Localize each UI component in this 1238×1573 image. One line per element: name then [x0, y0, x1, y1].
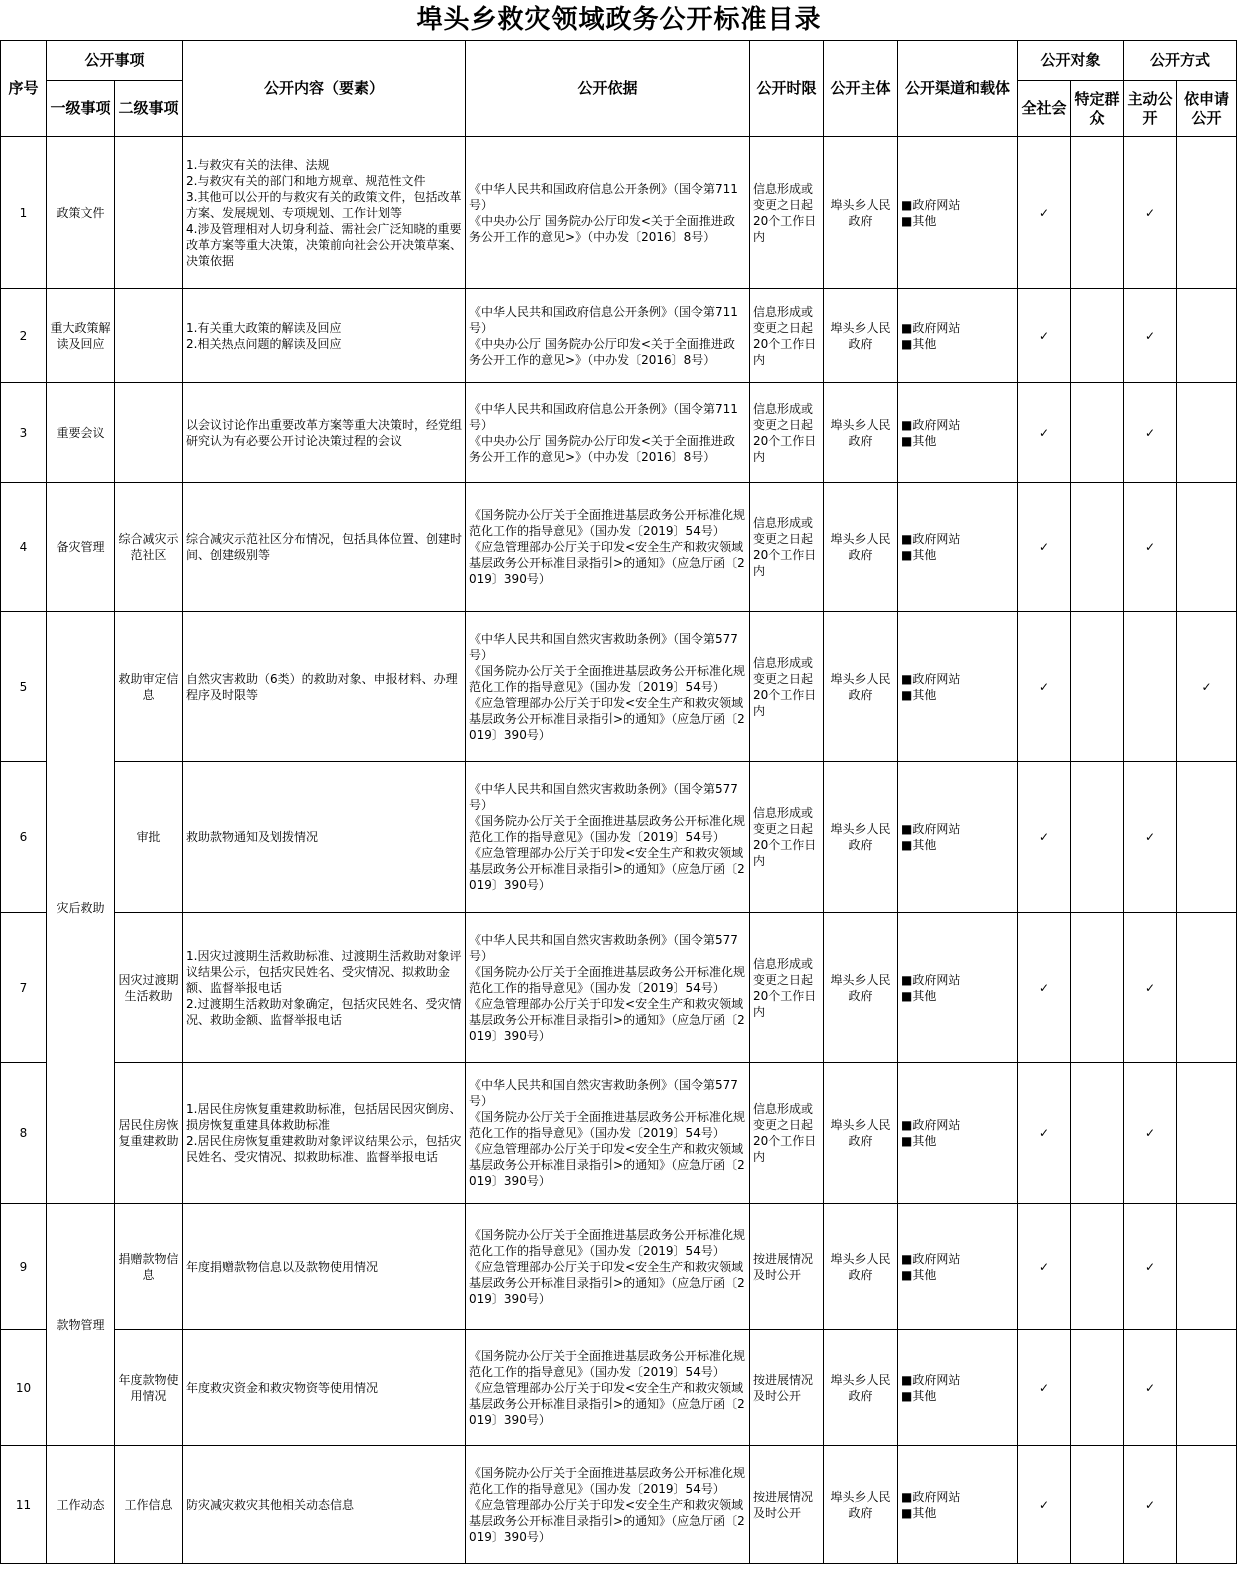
row-number: 3 — [1, 383, 47, 483]
check-specific-group — [1071, 913, 1124, 1063]
level2-item: 居民住房恢复重建救助 — [115, 1063, 183, 1204]
check-specific-group — [1071, 137, 1124, 289]
content-cell — [183, 383, 466, 483]
content-line: 1.有关重大政策的解读及回应 — [186, 320, 342, 335]
content-line: 年度救灾资金和救灾物资等使用情况 — [186, 1380, 379, 1395]
subject: 埠头乡人民政府 — [824, 612, 898, 762]
table-row — [1, 483, 1237, 612]
row-number: 4 — [1, 483, 47, 612]
content-line: 防灾减灾救灾其他相关动态信息 — [186, 1497, 355, 1512]
time-limit: 信息形成或变更之日起20个工作日内 — [750, 483, 824, 612]
basis-cell — [466, 1063, 750, 1204]
level1-item: 灾后救助 — [47, 612, 115, 1204]
level1-item: 重要会议 — [47, 383, 115, 483]
subject: 埠头乡人民政府 — [824, 913, 898, 1063]
content-line: 年度捐赠款物信息以及款物使用情况 — [186, 1259, 379, 1274]
basis-line: 《国务院办公厅关于全面推进基层政务公开标准化规范化工作的指导意见》（国办发〔2019〕54号） — [469, 663, 746, 694]
content-cell — [183, 137, 466, 289]
level2-item — [115, 137, 183, 289]
time-limit: 信息形成或变更之日起20个工作日内 — [750, 762, 824, 913]
channel-cell — [898, 612, 1018, 762]
basis-line: 《国务院办公厅关于全面推进基层政务公开标准化规范化工作的指导意见》（国办发〔2019〕54号） — [469, 1465, 746, 1496]
basis-cell — [466, 762, 750, 913]
channel-cell — [898, 137, 1018, 289]
time-limit: 信息形成或变更之日起20个工作日内 — [750, 1063, 824, 1204]
header-channel: 公开渠道和载体 — [898, 41, 1018, 137]
channel-item: ■政府网站 — [901, 417, 961, 432]
basis-line: 《应急管理部办公厅关于印发<安全生产和救灾领域基层政务公开标准目录指引>的通知》（应急厅函〔2019〕390号） — [469, 1142, 745, 1188]
check-specific-group — [1071, 289, 1124, 383]
check-all-society: ✓ — [1018, 1446, 1071, 1564]
row-number: 6 — [1, 762, 47, 913]
channel-cell — [898, 383, 1018, 483]
table-body — [1, 137, 1237, 1564]
level2-item: 综合减灾示范社区 — [115, 483, 183, 612]
content-cell — [183, 913, 466, 1063]
basis-line: 《应急管理部办公厅关于印发<安全生产和救灾领域基层政务公开标准目录指引>的通知》（应急厅函〔2019〕390号） — [469, 1497, 745, 1544]
channel-item: ■其他 — [901, 1505, 937, 1520]
basis-line: 《国务院办公厅关于全面推进基层政务公开标准化规范化工作的指导意见》（国办发〔2019〕54号） — [469, 964, 746, 995]
basis-line: 《应急管理部办公厅关于印发<安全生产和救灾领域基层政务公开标准目录指引>的通知》（应急厅函〔2019〕390号） — [469, 1380, 745, 1427]
channel-item: ■政府网站 — [901, 1489, 961, 1504]
time-limit: 按进展情况及时公开 — [750, 1330, 824, 1446]
header-apply: 依申请公开 — [1177, 81, 1237, 137]
basis-cell — [466, 383, 750, 483]
row-number: 1 — [1, 137, 47, 289]
table-row — [1, 383, 1237, 483]
channel-cell — [898, 289, 1018, 383]
basis-cell — [466, 137, 750, 289]
check-active: ✓ — [1124, 913, 1177, 1063]
subject: 埠头乡人民政府 — [824, 137, 898, 289]
channel-item: ■其他 — [901, 548, 937, 562]
table-row — [1, 612, 1237, 762]
basis-cell — [466, 913, 750, 1063]
header-content: 公开内容（要素） — [183, 41, 466, 137]
check-active — [1124, 612, 1177, 762]
basis-cell — [466, 483, 750, 612]
check-active: ✓ — [1124, 1446, 1177, 1564]
basis-line: 《国务院办公厅关于全面推进基层政务公开标准化规范化工作的指导意见》（国办发〔2019〕54号） — [469, 1227, 746, 1258]
check-apply — [1177, 1446, 1237, 1564]
check-all-society: ✓ — [1018, 913, 1071, 1063]
content-line: 4.涉及管理相对人切身利益、需社会广泛知晓的重要改革方案等重大决策，决策前向社会公开决策草案、决策依据 — [186, 221, 463, 268]
basis-line: 《国务院办公厅关于全面推进基层政务公开标准化规范化工作的指导意见》（国办发〔2019〕54号） — [469, 1348, 746, 1379]
level2-item: 工作信息 — [115, 1446, 183, 1564]
table-row — [1, 289, 1237, 383]
level2-item: 审批 — [115, 762, 183, 913]
channel-item: ■政府网站 — [901, 320, 961, 335]
content-line: 1.与救灾有关的法律、法规 — [186, 157, 330, 172]
time-limit: 信息形成或变更之日起20个工作日内 — [750, 612, 824, 762]
header-mode: 公开方式 — [1124, 41, 1237, 81]
header-basis: 公开依据 — [466, 41, 750, 137]
level2-item: 年度款物使用情况 — [115, 1330, 183, 1446]
header-all: 全社会 — [1018, 81, 1071, 137]
check-active: ✓ — [1124, 1204, 1177, 1330]
time-limit: 信息形成或变更之日起20个工作日内 — [750, 913, 824, 1063]
table-row — [1, 137, 1237, 289]
level1-item: 款物管理 — [47, 1204, 115, 1446]
content-line: 1.居民住房恢复重建救助标准，包括居民因灾倒房、损房恢复重建具体救助标准 — [186, 1102, 462, 1132]
time-limit: 信息形成或变更之日起20个工作日内 — [750, 137, 824, 289]
content-cell — [183, 483, 466, 612]
basis-cell — [466, 1446, 750, 1564]
channel-cell — [898, 913, 1018, 1063]
basis-line: 《中华人民共和国自然灾害救助条例》（国令第577号） — [469, 932, 738, 963]
subject: 埠头乡人民政府 — [824, 289, 898, 383]
basis-line: 《中华人民共和国政府信息公开条例》（国令第711号） — [469, 401, 738, 432]
content-line: 1.因灾过渡期生活救助标准、过渡期生活救助对象评议结果公示，包括灾民姓名、受灾情况、拟救助金额、监督举报电话 — [186, 948, 462, 995]
level2-item — [115, 289, 183, 383]
check-specific-group — [1071, 762, 1124, 913]
check-apply — [1177, 289, 1237, 383]
check-all-society: ✓ — [1018, 137, 1071, 289]
check-specific-group — [1071, 1204, 1124, 1330]
header-target: 公开对象 — [1018, 41, 1124, 81]
content-cell — [183, 1330, 466, 1446]
content-line: 2.与救灾有关的部门和地方规章、规范性文件 — [186, 173, 426, 188]
level2-item — [115, 383, 183, 483]
check-active: ✓ — [1124, 289, 1177, 383]
header-seq: 序号 — [1, 41, 47, 137]
table-row — [1, 1446, 1237, 1564]
channel-item: ■其他 — [901, 988, 937, 1003]
row-number: 10 — [1, 1330, 47, 1446]
basis-line: 《应急管理部办公厅关于印发<安全生产和救灾领域基层政务公开标准目录指引>的通知》（应急厅函〔2019〕390号） — [469, 695, 745, 742]
row-number: 2 — [1, 289, 47, 383]
check-specific-group — [1071, 1330, 1124, 1446]
table-row — [1, 1063, 1237, 1204]
check-all-society: ✓ — [1018, 612, 1071, 762]
time-limit: 信息形成或变更之日起20个工作日内 — [750, 383, 824, 483]
channel-item: ■政府网站 — [901, 1251, 961, 1266]
channel-item: ■其他 — [901, 1267, 937, 1282]
basis-cell — [466, 289, 750, 383]
channel-item: ■政府网站 — [901, 822, 961, 836]
row-number: 11 — [1, 1446, 47, 1564]
check-specific-group — [1071, 612, 1124, 762]
check-apply — [1177, 762, 1237, 913]
content-line: 救助款物通知及划拨情况 — [186, 830, 319, 844]
table-row — [1, 1330, 1237, 1446]
basis-line: 《中华人民共和国政府信息公开条例》（国令第711号） — [469, 181, 738, 212]
channel-item: ■政府网站 — [901, 197, 961, 212]
check-active: ✓ — [1124, 483, 1177, 612]
basis-line: 《中华人民共和国政府信息公开条例》（国令第711号） — [469, 304, 738, 335]
content-line: 3.其他可以公开的与救灾有关的政策文件，包括改革方案、发展规划、专项规划、工作计划等 — [186, 189, 462, 220]
level2-item: 救助审定信息 — [115, 612, 183, 762]
check-all-society: ✓ — [1018, 1330, 1071, 1446]
check-specific-group — [1071, 1063, 1124, 1204]
channel-item: ■其他 — [901, 1388, 937, 1403]
check-apply — [1177, 1063, 1237, 1204]
header-level1: 一级事项 — [47, 81, 115, 137]
basis-line: 《中央办公厅 国务院办公厅印发<关于全面推进政务公开工作的意见>》（中办发〔2016〕8号） — [469, 433, 735, 464]
channel-cell — [898, 1063, 1018, 1204]
content-line: 综合减灾示范社区分布情况，包括具体位置、创建时间、创建级别等 — [186, 532, 463, 562]
check-apply — [1177, 383, 1237, 483]
check-specific-group — [1071, 1446, 1124, 1564]
basis-line: 《国务院办公厅关于全面推进基层政务公开标准化规范化工作的指导意见》（国办发〔2019〕54号） — [469, 1110, 746, 1140]
basis-line: 《中央办公厅 国务院办公厅印发<关于全面推进政务公开工作的意见>》（中办发〔2016〕8号） — [469, 213, 735, 244]
catalog-table — [0, 40, 1237, 1564]
channel-cell — [898, 1330, 1018, 1446]
basis-line: 《中华人民共和国自然灾害救助条例》（国令第577号） — [469, 782, 738, 812]
level2-item: 因灾过渡期生活救助 — [115, 913, 183, 1063]
table-row — [1, 762, 1237, 913]
basis-line: 《应急管理部办公厅关于印发<安全生产和救灾领域基层政务公开标准目录指引>的通知》（应急厅函〔2019〕390号） — [469, 996, 745, 1043]
basis-line: 《中华人民共和国自然灾害救助条例》（国令第577号） — [469, 1078, 738, 1108]
basis-line: 《应急管理部办公厅关于印发<安全生产和救灾领域基层政务公开标准目录指引>的通知》（应急厅函〔2019〕390号） — [469, 540, 745, 586]
subject: 埠头乡人民政府 — [824, 1063, 898, 1204]
check-all-society: ✓ — [1018, 1063, 1071, 1204]
header-active: 主动公开 — [1124, 81, 1177, 137]
channel-item: ■其他 — [901, 433, 937, 448]
row-number: 7 — [1, 913, 47, 1063]
level2-item: 捐赠款物信息 — [115, 1204, 183, 1330]
content-cell — [183, 1063, 466, 1204]
header-time: 公开时限 — [750, 41, 824, 137]
check-all-society: ✓ — [1018, 383, 1071, 483]
channel-cell — [898, 1204, 1018, 1330]
basis-line: 《国务院办公厅关于全面推进基层政务公开标准化规范化工作的指导意见》（国办发〔2019〕54号） — [469, 814, 746, 844]
time-limit: 按进展情况及时公开 — [750, 1446, 824, 1564]
subject: 埠头乡人民政府 — [824, 1204, 898, 1330]
level1-item: 工作动态 — [47, 1446, 115, 1564]
check-all-society: ✓ — [1018, 289, 1071, 383]
channel-item: ■其他 — [901, 336, 937, 351]
channel-item: ■政府网站 — [901, 671, 961, 686]
channel-cell — [898, 1446, 1018, 1564]
channel-item: ■其他 — [901, 838, 937, 852]
subject: 埠头乡人民政府 — [824, 1446, 898, 1564]
basis-line: 《中央办公厅 国务院办公厅印发<关于全面推进政务公开工作的意见>》（中办发〔2016〕8号） — [469, 336, 735, 367]
content-cell — [183, 762, 466, 913]
row-number: 9 — [1, 1204, 47, 1330]
basis-cell — [466, 612, 750, 762]
page-title: 埠头乡救灾领域政务公开标准目录 — [416, 5, 822, 35]
header-level2: 二级事项 — [115, 81, 183, 137]
level1-item: 重大政策解读及回应 — [47, 289, 115, 383]
check-all-society: ✓ — [1018, 762, 1071, 913]
check-all-society: ✓ — [1018, 483, 1071, 612]
check-active: ✓ — [1124, 383, 1177, 483]
row-number: 8 — [1, 1063, 47, 1204]
basis-cell — [466, 1204, 750, 1330]
check-apply — [1177, 1330, 1237, 1446]
check-all-society: ✓ — [1018, 1204, 1071, 1330]
check-active: ✓ — [1124, 1063, 1177, 1204]
subject: 埠头乡人民政府 — [824, 1330, 898, 1446]
content-cell — [183, 289, 466, 383]
content-line: 2.相关热点问题的解读及回应 — [186, 336, 342, 351]
header-subject: 公开主体 — [824, 41, 898, 137]
check-apply: ✓ — [1177, 612, 1237, 762]
content-line: 自然灾害救助（6类）的救助对象、申报材料、办理程序及时限等 — [186, 671, 458, 702]
content-line: 以会议讨论作出重要改革方案等重大决策时，经党组研究认为有必要公开讨论决策过程的会议 — [186, 417, 463, 448]
time-limit: 按进展情况及时公开 — [750, 1204, 824, 1330]
content-cell — [183, 1204, 466, 1330]
content-cell — [183, 1446, 466, 1564]
check-apply — [1177, 1204, 1237, 1330]
content-line: 2.过渡期生活救助对象确定，包括灾民姓名、受灾情况、救助金额、监督举报电话 — [186, 996, 462, 1027]
check-apply — [1177, 483, 1237, 612]
channel-item: ■政府网站 — [901, 1118, 961, 1132]
row-number: 5 — [1, 612, 47, 762]
check-active: ✓ — [1124, 762, 1177, 913]
channel-item: ■政府网站 — [901, 972, 961, 987]
time-limit: 信息形成或变更之日起20个工作日内 — [750, 289, 824, 383]
channel-item: ■政府网站 — [901, 1372, 961, 1387]
channel-item: ■其他 — [901, 687, 937, 702]
table-row — [1, 913, 1237, 1063]
content-cell — [183, 612, 466, 762]
header-item: 公开事项 — [47, 41, 183, 81]
content-line: 2.居民住房恢复重建救助对象评议结果公示，包括灾民姓名、受灾情况、拟救助标准、监督举报电话 — [186, 1134, 462, 1164]
subject: 埠头乡人民政府 — [824, 762, 898, 913]
header-specific: 特定群众 — [1071, 81, 1124, 137]
channel-item: ■其他 — [901, 213, 937, 228]
check-apply — [1177, 913, 1237, 1063]
channel-item: ■政府网站 — [901, 532, 961, 546]
basis-cell — [466, 1330, 750, 1446]
table-row — [1, 1204, 1237, 1330]
basis-line: 《应急管理部办公厅关于印发<安全生产和救灾领域基层政务公开标准目录指引>的通知》（应急厅函〔2019〕390号） — [469, 846, 745, 892]
check-active: ✓ — [1124, 1330, 1177, 1446]
channel-item: ■其他 — [901, 1134, 937, 1148]
basis-line: 《中华人民共和国自然灾害救助条例》（国令第577号） — [469, 631, 738, 662]
check-apply — [1177, 137, 1237, 289]
level1-item: 政策文件 — [47, 137, 115, 289]
subject: 埠头乡人民政府 — [824, 383, 898, 483]
basis-line: 《应急管理部办公厅关于印发<安全生产和救灾领域基层政务公开标准目录指引>的通知》（应急厅函〔2019〕390号） — [469, 1259, 745, 1306]
basis-line: 《国务院办公厅关于全面推进基层政务公开标准化规范化工作的指导意见》（国办发〔2019〕54号） — [469, 508, 746, 538]
check-specific-group — [1071, 383, 1124, 483]
channel-cell — [898, 483, 1018, 612]
channel-cell — [898, 762, 1018, 913]
check-active: ✓ — [1124, 137, 1177, 289]
check-specific-group — [1071, 483, 1124, 612]
subject: 埠头乡人民政府 — [824, 483, 898, 612]
level1-item: 备灾管理 — [47, 483, 115, 612]
